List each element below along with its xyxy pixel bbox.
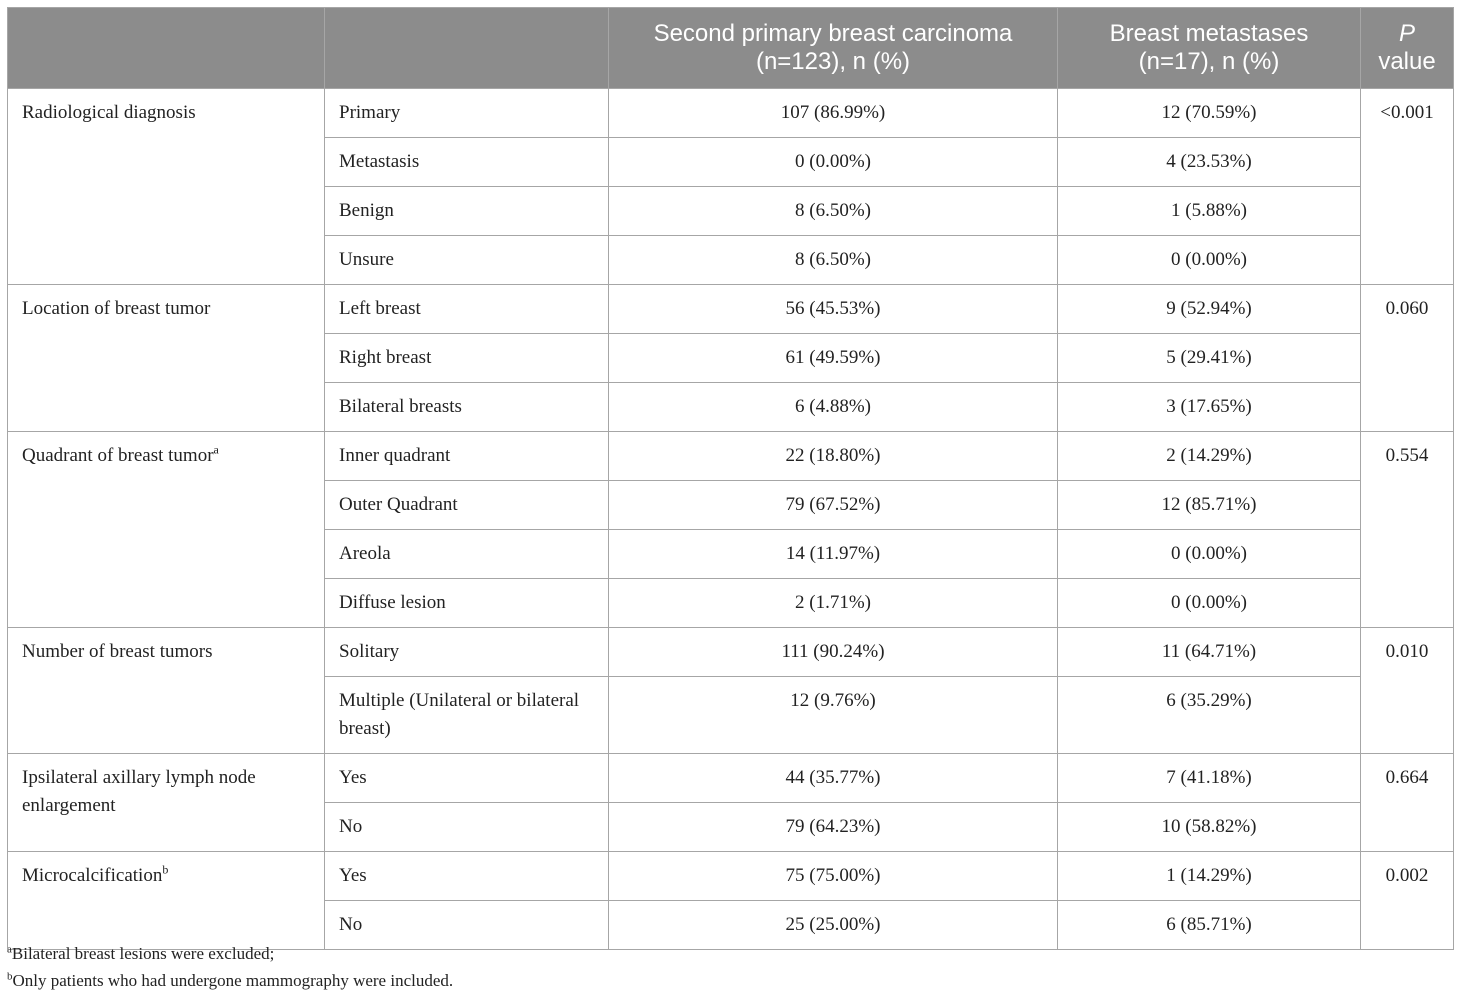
header-metastases-line1: Breast metastases [1109, 20, 1309, 47]
metastases-cell: 11 (64.71%) [1058, 628, 1361, 677]
second-primary-cell: 44 (35.77%) [609, 754, 1058, 803]
subcategory-cell: No [325, 901, 609, 950]
header-category [8, 8, 325, 89]
table-body [8, 89, 1454, 950]
category-cell [8, 285, 325, 432]
subcategory-cell: No [325, 803, 609, 852]
header-second-primary [609, 8, 1058, 89]
category-cell [8, 89, 325, 285]
p-value-cell: 0.664 [1361, 754, 1454, 852]
p-value-cell: <0.001 [1361, 89, 1454, 285]
second-primary-cell: 0 (0.00%) [609, 138, 1058, 187]
subcategory-cell: Right breast [325, 334, 609, 383]
subcategory-cell: Left breast [325, 285, 609, 334]
subcategory-cell: Outer Quadrant [325, 481, 609, 530]
header-metastases-line2: (n=17), n (%) [1138, 48, 1280, 75]
subcategory-cell: Yes [325, 852, 609, 901]
metastases-cell: 9 (52.94%) [1058, 285, 1361, 334]
second-primary-cell: 107 (86.99%) [609, 89, 1058, 138]
second-primary-cell: 56 (45.53%) [609, 285, 1058, 334]
header-second-primary-line2: (n=123), n (%) [755, 48, 911, 75]
table-row [8, 628, 1454, 677]
category-cell [8, 852, 325, 950]
subcategory-cell: Benign [325, 187, 609, 236]
metastases-cell: 4 (23.53%) [1058, 138, 1361, 187]
subcategory-cell: Inner quadrant [325, 432, 609, 481]
category-cell [8, 628, 325, 754]
metastases-cell: 6 (35.29%) [1058, 677, 1361, 754]
metastases-cell: 2 (14.29%) [1058, 432, 1361, 481]
second-primary-cell: 61 (49.59%) [609, 334, 1058, 383]
footnote-mark: a [7, 943, 12, 956]
metastases-cell: 0 (0.00%) [1058, 530, 1361, 579]
header-p-value [1361, 8, 1454, 89]
category-cell [8, 754, 325, 852]
second-primary-cell: 14 (11.97%) [609, 530, 1058, 579]
subcategory-cell: Metastasis [325, 138, 609, 187]
metastases-cell: 3 (17.65%) [1058, 383, 1361, 432]
subcategory-cell: Multiple (Unilateral or bilateral breast) [325, 677, 609, 754]
footnote-marker: a [213, 442, 219, 457]
second-primary-cell: 79 (67.52%) [609, 481, 1058, 530]
subcategory-cell: Bilateral breasts [325, 383, 609, 432]
category-label: Quadrant of breast tumor [22, 445, 214, 466]
category-cell [8, 432, 325, 628]
metastases-cell: 0 (0.00%) [1058, 579, 1361, 628]
footnote-mark: b [7, 970, 13, 983]
category-label: Microcalcification [22, 865, 163, 886]
second-primary-cell: 6 (4.88%) [609, 383, 1058, 432]
category-label: Number of breast tumors [22, 641, 213, 662]
footnote-text: Bilateral breast lesions were excluded; [11, 944, 275, 963]
second-primary-cell: 8 (6.50%) [609, 187, 1058, 236]
table-row [8, 852, 1454, 901]
metastases-cell: 10 (58.82%) [1058, 803, 1361, 852]
p-value-cell: 0.060 [1361, 285, 1454, 432]
header-metastases [1058, 8, 1361, 89]
subcategory-cell: Unsure [325, 236, 609, 285]
metastases-cell: 1 (5.88%) [1058, 187, 1361, 236]
table-row [8, 754, 1454, 803]
metastases-cell: 12 (85.71%) [1058, 481, 1361, 530]
second-primary-cell: 79 (64.23%) [609, 803, 1058, 852]
results-table [7, 7, 1454, 950]
footnote [7, 967, 453, 994]
metastases-cell: 0 (0.00%) [1058, 236, 1361, 285]
second-primary-cell: 12 (9.76%) [609, 677, 1058, 754]
subcategory-cell: Areola [325, 530, 609, 579]
metastases-cell: 6 (85.71%) [1058, 901, 1361, 950]
results-table-container [7, 7, 1453, 950]
p-value-cell: 0.002 [1361, 852, 1454, 950]
table-header [8, 8, 1454, 89]
category-label: Ipsilateral axillary lymph node enlargement [22, 767, 256, 816]
second-primary-cell: 2 (1.71%) [609, 579, 1058, 628]
footnote [7, 940, 453, 967]
table-row [8, 89, 1454, 138]
subcategory-cell: Primary [325, 89, 609, 138]
second-primary-cell: 8 (6.50%) [609, 236, 1058, 285]
p-value-cell: 0.010 [1361, 628, 1454, 754]
second-primary-cell: 111 (90.24%) [609, 628, 1058, 677]
footnote-text: Only patients who had undergone mammography were included. [12, 971, 454, 990]
footnote-marker: b [162, 862, 169, 877]
metastases-cell: 12 (70.59%) [1058, 89, 1361, 138]
header-subcategory [325, 8, 609, 89]
category-label: Location of breast tumor [22, 298, 211, 319]
header-p-letter: P [1398, 20, 1415, 47]
p-value-cell: 0.554 [1361, 432, 1454, 628]
header-second-primary-line1: Second primary breast carcinoma [653, 20, 1013, 47]
metastases-cell: 5 (29.41%) [1058, 334, 1361, 383]
second-primary-cell: 25 (25.00%) [609, 901, 1058, 950]
second-primary-cell: 22 (18.80%) [609, 432, 1058, 481]
header-row [8, 8, 1454, 89]
footnotes [7, 940, 453, 994]
subcategory-cell: Yes [325, 754, 609, 803]
category-label: Radiological diagnosis [22, 102, 196, 123]
table-row [8, 285, 1454, 334]
subcategory-cell: Diffuse lesion [325, 579, 609, 628]
second-primary-cell: 75 (75.00%) [609, 852, 1058, 901]
metastases-cell: 1 (14.29%) [1058, 852, 1361, 901]
metastases-cell: 7 (41.18%) [1058, 754, 1361, 803]
table-row [8, 432, 1454, 481]
subcategory-cell: Solitary [325, 628, 609, 677]
header-p-value-word: value [1378, 48, 1436, 75]
